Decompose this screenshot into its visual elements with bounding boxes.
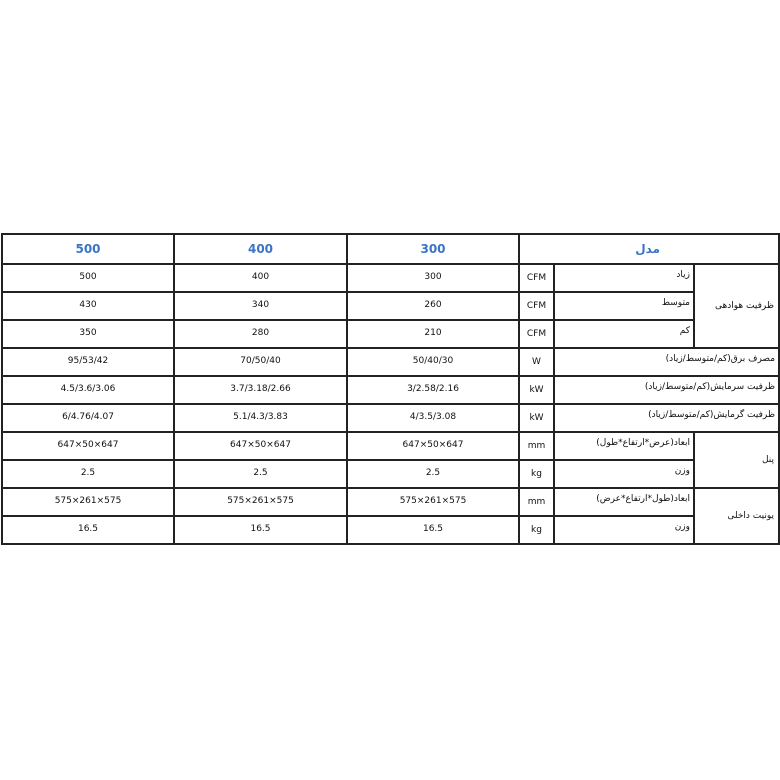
cell-value: 575×261×575	[174, 488, 347, 516]
row-label: ابعاد(طول*ارتفاع*عرض)	[554, 488, 694, 516]
cell-value: 340	[174, 292, 347, 320]
row-label: مصرف برق(کم/متوسط/زیاد)	[554, 348, 779, 376]
cell-value: 210	[347, 320, 519, 348]
cell-value: 3/2.58/2.16	[347, 376, 519, 404]
cell-value: 575×261×575	[2, 488, 174, 516]
cell-value: 16.5	[347, 516, 519, 544]
unit-cell: kW	[519, 376, 554, 404]
row-label: وزن	[554, 516, 694, 544]
group-label-indoor-unit: یونیت داخلی	[694, 488, 779, 544]
cell-value: 50/40/30	[347, 348, 519, 376]
cell-value: 6/4.76/4.07	[2, 404, 174, 432]
table-row	[2, 404, 779, 432]
row-label: متوسط	[554, 292, 694, 320]
model-300-header: 300	[347, 234, 519, 264]
cell-value: 16.5	[2, 516, 174, 544]
cell-value: 350	[2, 320, 174, 348]
cell-value: 3.7/3.18/2.66	[174, 376, 347, 404]
group-label-air-flow: ظرفیت هوادهی	[694, 264, 779, 348]
cell-value: 4/3.5/3.08	[347, 404, 519, 432]
spec-table	[1, 233, 780, 545]
cell-value: 500	[2, 264, 174, 292]
row-label: کم	[554, 320, 694, 348]
cell-value: 647×50×647	[2, 432, 174, 460]
cell-value: 260	[347, 292, 519, 320]
model-label: مدل	[519, 234, 779, 264]
unit-cell: mm	[519, 432, 554, 460]
cell-value: 575×261×575	[347, 488, 519, 516]
row-label: وزن	[554, 460, 694, 488]
unit-cell: kg	[519, 516, 554, 544]
table-row	[2, 460, 779, 488]
cell-value: 16.5	[174, 516, 347, 544]
cell-value: 280	[174, 320, 347, 348]
unit-cell: kg	[519, 460, 554, 488]
row-label: زیاد	[554, 264, 694, 292]
header-row	[2, 234, 779, 264]
unit-cell: CFM	[519, 264, 554, 292]
unit-cell: mm	[519, 488, 554, 516]
unit-cell: kW	[519, 404, 554, 432]
unit-cell: CFM	[519, 320, 554, 348]
cell-value: 2.5	[347, 460, 519, 488]
model-400-header: 400	[174, 234, 347, 264]
table-row	[2, 264, 779, 292]
unit-cell: W	[519, 348, 554, 376]
cell-value: 95/53/42	[2, 348, 174, 376]
cell-value: 647×50×647	[174, 432, 347, 460]
cell-value: 647×50×647	[347, 432, 519, 460]
table-row	[2, 516, 779, 544]
cell-value: 2.5	[2, 460, 174, 488]
unit-cell: CFM	[519, 292, 554, 320]
table-row	[2, 348, 779, 376]
table-row	[2, 320, 779, 348]
row-label: ظرفیت گرمایش(کم/متوسط/زیاد)	[554, 404, 779, 432]
cell-value: 4.5/3.6/3.06	[2, 376, 174, 404]
cell-value: 70/50/40	[174, 348, 347, 376]
cell-value: 5.1/4.3/3.83	[174, 404, 347, 432]
cell-value: 300	[347, 264, 519, 292]
cell-value: 400	[174, 264, 347, 292]
group-label-panel: پنل	[694, 432, 779, 488]
model-500-header: 500	[2, 234, 174, 264]
table-row	[2, 488, 779, 516]
table-row	[2, 292, 779, 320]
row-label: ابعاد(عرض*ارتفاع*طول)	[554, 432, 694, 460]
row-label: ظرفیت سرمایش(کم/متوسط/زیاد)	[554, 376, 779, 404]
table-row	[2, 376, 779, 404]
table-row	[2, 432, 779, 460]
cell-value: 430	[2, 292, 174, 320]
cell-value: 2.5	[174, 460, 347, 488]
